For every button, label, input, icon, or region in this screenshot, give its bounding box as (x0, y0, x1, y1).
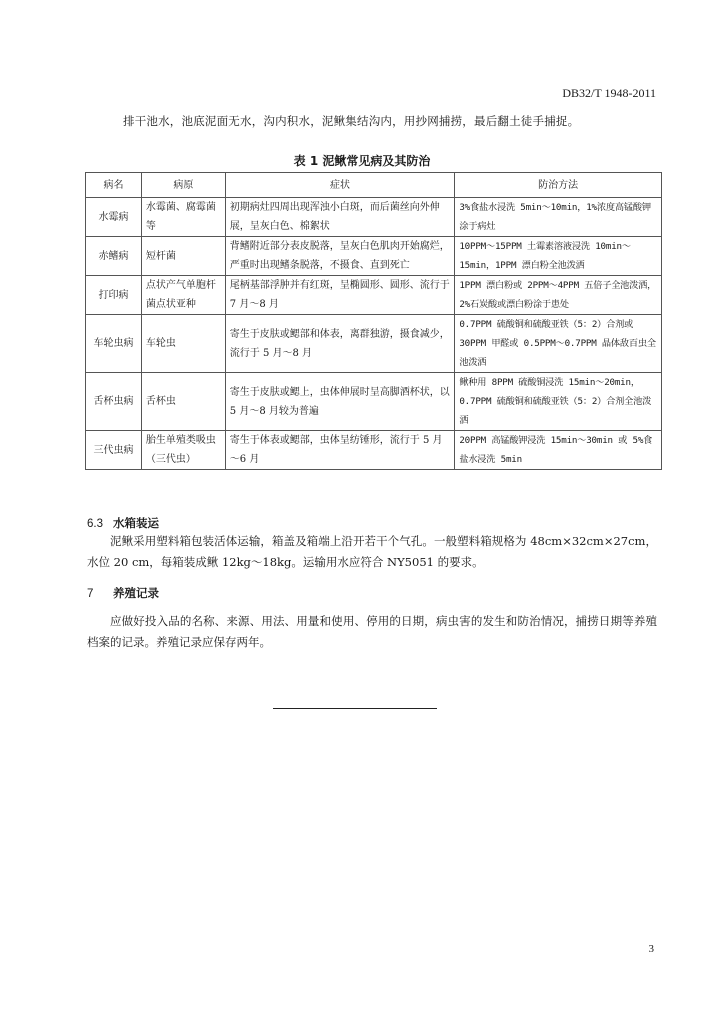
disease-name: 水霉病 (86, 198, 142, 237)
disease-pathogen: 舌杯虫 (141, 373, 225, 431)
table-row (86, 373, 662, 431)
header-pathogen: 病原 (141, 173, 225, 198)
disease-name: 打印病 (86, 276, 142, 315)
disease-treatment: 鳅种用 8PPM 硫酸铜浸洗 15min～20min，0.7PPM 硫酸铜和硫酸亚铁（5：2）合剂全池泼洒 (455, 373, 662, 431)
disease-symptom: 寄生于体表或鳃部，虫体呈纺锤形，流行于 5 月～6 月 (225, 431, 455, 470)
disease-treatment: 20PPM 高锰酸钾浸洗 15min～30min 或 5%食盐水浸洗 5min (455, 431, 662, 470)
table-row (86, 198, 662, 237)
disease-pathogen: 水霉菌、腐霉菌等 (141, 198, 225, 237)
end-divider (273, 708, 437, 709)
table-header-row (86, 173, 662, 198)
section-title: 水箱装运 (113, 516, 159, 530)
section-6-3-heading (87, 515, 159, 531)
table-row (86, 237, 662, 276)
disease-table (85, 172, 662, 470)
section-number: 7 (87, 588, 94, 600)
disease-name: 舌杯虫病 (86, 373, 142, 431)
header-name: 病名 (86, 173, 142, 198)
document-code: DB32/T 1948-2011 (562, 86, 656, 100)
disease-treatment: 1PPM 漂白粉或 2PPM～4PPM 五倍子全池泼洒，2%石炭酸或漂白粉涂于患处 (455, 276, 662, 315)
table-title: 表 1 泥鳅常见病及其防治 (293, 154, 431, 168)
disease-name: 三代虫病 (86, 431, 142, 470)
disease-symptom: 背鳍附近部分表皮脱落，呈灰白色肌肉开始腐烂，严重时出现鳍条脱落，不摄食、直到死亡 (225, 237, 455, 276)
section-number: 6.3 (87, 518, 103, 530)
intro-paragraph: 排干池水，池底泥面无水，沟内积水，泥鳅集结沟内，用抄网捕捞，最后翻土徒手捕捉。 (123, 114, 580, 128)
disease-pathogen: 车轮虫 (141, 315, 225, 373)
section-6-3-paragraph: 泥鳅采用塑料箱包装活体运输，箱盖及箱端上沿开若干个气孔。一般塑料箱规格为 48cm×32cm×27cm，水位 20 cm，每箱装成鳅 12kg～18kg。运输用水应符合 NY5051 的要求。 (87, 534, 657, 569)
disease-pathogen: 点状产气单胞杆菌点状亚种 (141, 276, 225, 315)
disease-name: 赤鳍病 (86, 237, 142, 276)
disease-symptom: 寄生于皮肤或鳃部和体表，离群独游，摄食减少，流行于 5 月～8 月 (225, 315, 455, 373)
header-treatment: 防治方法 (455, 173, 662, 198)
table-row (86, 276, 662, 315)
disease-symptom: 尾柄基部浮肿并有红斑，呈椭圆形、圆形、流行于 7 月～8 月 (225, 276, 455, 315)
table-row (86, 315, 662, 373)
disease-symptom: 寄生于皮肤或鳃上，虫体伸展时呈高脚酒杯状，以 5 月～8 月较为普遍 (225, 373, 455, 431)
section-7-heading (87, 585, 159, 601)
section-title: 养殖记录 (113, 586, 159, 600)
section-7-paragraph: 应做好投入品的名称、来源、用法、用量和使用、停用的日期，病虫害的发生和防治情况，捕捞日期等养殖档案的记录。养殖记录应保存两年。 (87, 614, 657, 649)
disease-pathogen: 胎生单殖类吸虫（三代虫） (141, 431, 225, 470)
header-symptom: 症状 (225, 173, 455, 198)
disease-treatment: 0.7PPM 硫酸铜和硫酸亚铁（5：2）合剂或 30PPM 甲醛或 0.5PPM～0.7PPM 晶体敌百虫全池泼洒 (455, 315, 662, 373)
disease-name: 车轮虫病 (86, 315, 142, 373)
disease-symptom: 初期病灶四周出现浑浊小白斑，而后菌丝向外伸展，呈灰白色、棉絮状 (225, 198, 455, 237)
page-number: 3 (648, 943, 654, 955)
table-row (86, 431, 662, 470)
disease-pathogen: 短杆菌 (141, 237, 225, 276)
disease-treatment: 3%食盐水浸洗 5min～10min，1%浓度高锰酸钾涂于病灶 (455, 198, 662, 237)
disease-treatment: 10PPM～15PPM 土霉素溶液浸洗 10min～15min，1PPM 漂白粉全池泼洒 (455, 237, 662, 276)
